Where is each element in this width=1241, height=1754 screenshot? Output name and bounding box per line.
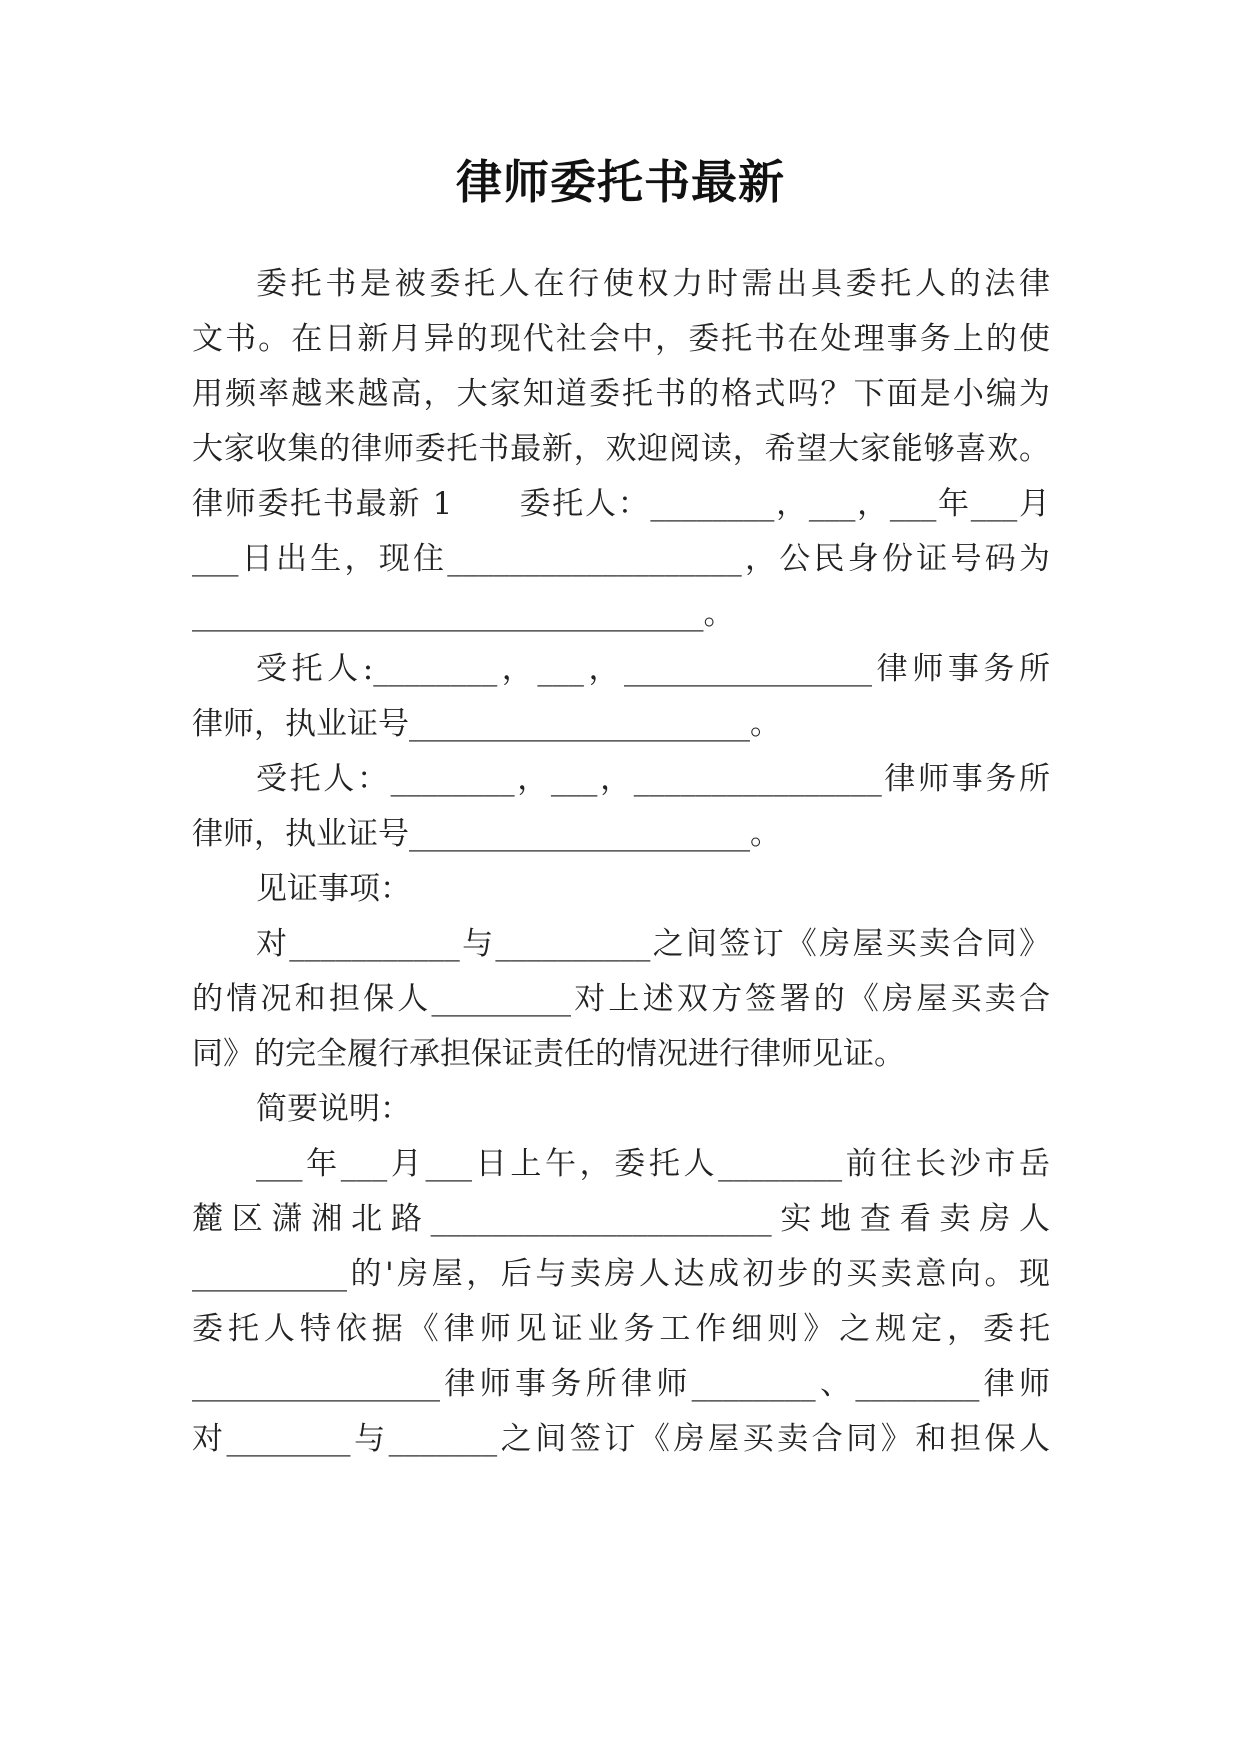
paragraph-line: 文书。在日新月异的现代社会中，委托书在处理事务上的使 xyxy=(192,321,1050,357)
paragraph-line: 对___________与__________之间签订《房屋买卖合同》 xyxy=(256,926,1050,962)
section-heading: 简要说明： xyxy=(256,1091,411,1127)
paragraph-line: 律师委托书最新 1 委托人：________，___，___年___月 xyxy=(192,486,1050,522)
paragraph-line: 的情况和担保人_________对上述双方签署的《房屋买卖合 xyxy=(192,981,1050,1017)
paragraph-line: 对________与_______之间签订《房屋买卖合同》和担保人 xyxy=(192,1421,1050,1457)
paragraph-line: 委托书是被委托人在行使权力时需出具委托人的法律 xyxy=(256,266,1050,302)
paragraph-line: 受托人：________，___，________________律师事务所 xyxy=(256,761,1050,797)
paragraph-line: 同》的完全履行承担保证责任的情况进行律师见证。 xyxy=(192,1036,905,1072)
paragraph-line: 律师，执业证号______________________。 xyxy=(192,816,781,852)
paragraph-line: 用频率越来越高，大家知道委托书的格式吗？下面是小编为 xyxy=(192,376,1050,412)
paragraph-line: _________________________________。 xyxy=(192,596,735,632)
paragraph-line: 大家收集的律师委托书最新，欢迎阅读，希望大家能够喜欢。 xyxy=(192,431,1050,467)
paragraph-line: 律师，执业证号______________________。 xyxy=(192,706,781,742)
paragraph-line: ________________律师事务所律师________、________律师 xyxy=(192,1366,1050,1402)
paragraph-line: 麓区潇湘北路______________________实地查看卖房人 xyxy=(192,1201,1050,1237)
paragraph-line: ___年___月___日上午，委托人________前往长沙市岳 xyxy=(256,1146,1050,1182)
paragraph-line: 委托人特依据《律师见证业务工作细则》之规定，委托 xyxy=(192,1311,1050,1347)
section-heading: 见证事项： xyxy=(256,871,411,907)
document-title: 律师委托书最新 xyxy=(456,155,785,209)
paragraph-line: __________的'房屋，后与卖房人达成初步的买卖意向。现 xyxy=(192,1256,1050,1292)
paragraph-line: 受托人:________，___，________________律师事务所 xyxy=(256,651,1050,687)
paragraph-line: ___日出生，现住___________________，公民身份证号码为 xyxy=(192,541,1050,577)
